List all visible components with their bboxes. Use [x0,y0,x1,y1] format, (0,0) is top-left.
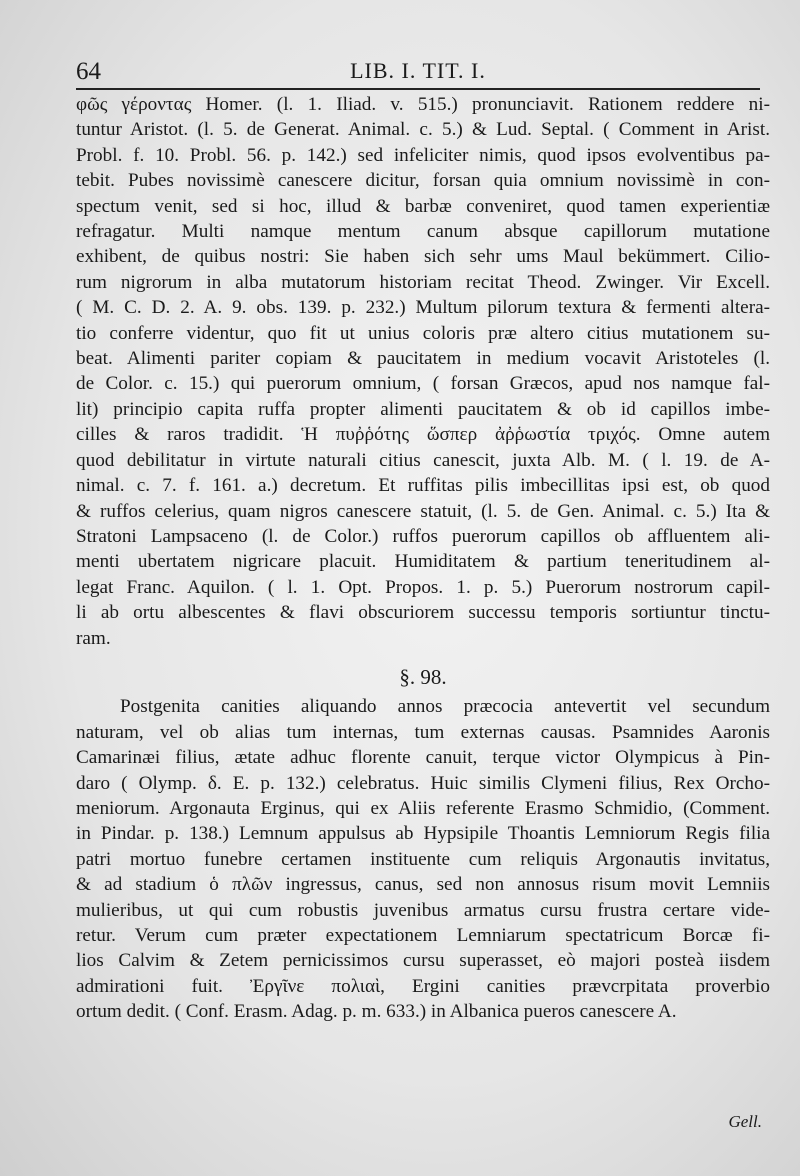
page-body [76,92,770,1025]
text-line: naturam, vel ob alias tum internas, tum externas causas. Psamnides Aaronis [76,721,770,743]
text-line: & ruffos celerius, quam nigros canescere statuit, (l. 5. de Gen. Animal. c. 5.) Ita & [76,500,770,522]
paragraph-1 [76,92,770,651]
catchword: Gell. [728,1112,762,1131]
text-line: tio conferre videntur, quo fit ut unius coloris præ altero citius mutationem su- [76,322,770,344]
text-line: mulieribus, ut qui cum robustis juvenibus armatus cursu frustra certare vide- [76,899,770,921]
text-line: de Color. c. 15.) qui puerorum omnium, ( forsan Græcos, apud nos namque fal- [76,373,770,395]
text-line: lios Calvim & Zetem pernicissimos cursu superasset, eò majori posteà iisdem [76,950,770,972]
text-line: Postgenita canities aliquando annos præcocia antevertit vel secundum [120,696,770,718]
text-line: admirationi fuit. Ἐργῖνε πολιαὶ, Ergini canities prævcrpitata proverbio [76,975,770,997]
text-line: patri mortuo funebre certamen instituente cum reliquis Argonautis invitatus, [76,848,770,870]
text-line: cilles & raros tradidit. Ἡ πυῤῥότης ὥσπερ ἀῤῥωστία τριχός. Omne autem [76,424,770,446]
text-line: in Pindar. p. 138.) Lemnum appulsus ab Hypsipile Thoantis Lemniorum Regis filia [76,823,770,845]
text-line: Camarinæi filius, ætate adhuc florente canuit, terque victor Olympicus à Pin- [76,747,770,769]
text-line: ( M. C. D. 2. A. 9. obs. 139. p. 232.) Multum pilorum textura & fermenti altera- [76,297,770,319]
text-line: legat Franc. Aquilon. ( l. 1. Opt. Propos. 1. p. 5.) Puerorum nostrorum capil- [76,576,770,598]
text-line: ram. [76,627,111,649]
text-line: retur. Verum cum præter expectationem Lemniarum spectatricum Borcæ fi- [76,925,770,946]
text-line: & ad stadium ὁ πλῶν ingressus, canus, sed non annosus risum movit Lemniis [76,874,770,896]
text-line: Probl. f. 10. Probl. 56. p. 142.) sed infeliciter nimis, quod ipsos evolventibus pa- [76,144,770,166]
text-line: Stratoni Lampsaceno (l. de Color.) ruffos puerorum capillos ob affluentem ali- [76,525,770,547]
text-line: meniorum. Argonauta Erginus, qui ex Aliis referente Erasmo Schmidio, (Comment. [76,797,770,819]
text-line: beat. Alimenti pariter copiam & paucitatem in medium vocavit Aristoteles (l. [76,348,770,370]
text-line: menti ubertatem nigricare placuit. Humiditatem & partium teneritudinem al- [76,551,770,573]
page-header [76,52,760,90]
text-line: quod debilitatur in virtute naturali citius canescit, juxta Alb. M. ( l. 19. de A- [76,449,770,471]
text-line: exhibent, de quibus nostri: Sie haben sich sehr ums Maul bekümmert. Cilio- [76,246,770,268]
text-line: li ab ortu albescentes & flavi obscuriorem successu temporis sortiuntur tinctu- [76,602,770,624]
page-number: 64 [76,58,101,85]
text-line: lit) principio capita ruffa propter alimenti paucitatem & ob id capillos imbe- [76,398,770,420]
text-line: nimal. c. 7. f. 161. a.) decretum. Et ruffitas pilis imbecillitas ipsi est, ob quod [76,475,770,497]
text-line: φῶς γέροντας Homer. (l. 1. Iliad. v. 515.) pronunciavit. Rationem reddere ni- [76,94,770,115]
text-line: tebit. Pubes novissimè canescere dicitur, forsan quia omnium novissimè in con- [76,170,770,192]
text-line: ortum dedit. ( Conf. Erasm. Adag. p. m. 633.) in Albanica pueros canescere A. [76,1001,677,1023]
text-line: tuntur Aristot. (l. 5. de Generat. Animal. c. 5.) & Lud. Septal. ( Comment in Arist. [76,119,770,141]
paragraph-2 [76,694,770,1024]
section-heading: §. 98. [399,664,447,689]
text-line: rum nigrorum in alba mutatorum historiam recitat Theod. Zwinger. Vir Excell. [76,271,770,293]
text-line: daro ( Olymp. δ. E. p. 132.) celebratus. Huic similis Clymeni filius, Rex Orcho- [76,772,770,794]
text-line: refragatur. Multi namque mentum canum absque capillorum mutatione [76,221,770,243]
running-head: LIB. I. TIT. I. [350,58,486,83]
text-line: spectum venit, sed si hoc, illud & barbæ conveniret, quod tamen experientiæ [76,195,770,217]
